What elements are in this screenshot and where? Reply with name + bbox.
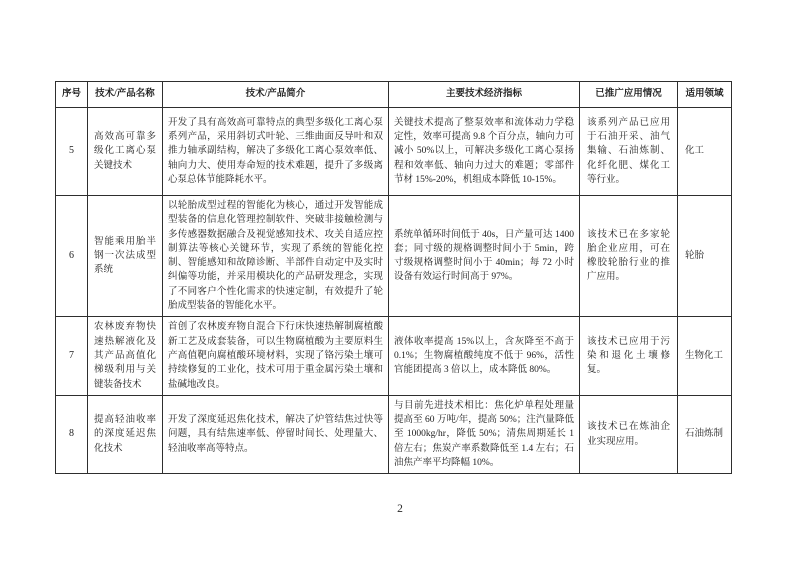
- table-header-row: [56, 82, 732, 108]
- cell-application-status: 该技术已在多家轮胎企业应用，可在橡胶轮胎行业的推广应用。: [580, 196, 678, 317]
- column-header-application: 已推广应用情况: [580, 82, 678, 108]
- cell-tech-intro: 开发了具有高效高可靠特点的典型多级化工离心泵系列产品，采用斜切式叶轮、三维曲面反导叶和双推力轴承副结构，解决了多级化工离心泵效率低、轴向力大、使用寿命短的技术难题，提升了多级离心泵总体节能降耗水平。: [163, 108, 389, 196]
- cell-indicators: 液体收率提高 15%以上，含灰降至不高于 0.1%；生物腐植酸纯度不低于 96%，活性官能团提高 3 倍以上，成本降低 80%。: [389, 317, 580, 395]
- column-header-indicators: 主要技术经济指标: [389, 82, 580, 108]
- cell-serial-number: 8: [56, 395, 88, 473]
- column-header-no: 序号: [56, 82, 88, 108]
- cell-applicable-field: 化工: [678, 108, 732, 196]
- cell-tech-name: 高效高可靠多级化工离心泵关键技术: [88, 108, 163, 196]
- table-row: [56, 317, 732, 395]
- cell-tech-intro: 以轮胎成型过程的智能化为核心，通过开发智能成型装备的信息化管理控制软件、突破非接触检测与多传感器数据融合及视觉感知技术、攻关自适应控制算法等核心关键环节，实现了系统的智能化控制、智能感知和故障诊断、半部件自动定中及实时纠偏等功能，并采用模块化的产品研发理念，实现了不同客户个性化需求的快速定制，有效提升了轮胎成型装备的智能化水平。: [163, 196, 389, 317]
- cell-application-status: 该系列产品已应用于石油开采、油气集输、石油炼制、化纤化肥、煤化工等行业。: [580, 108, 678, 196]
- cell-serial-number: 6: [56, 196, 88, 317]
- cell-serial-number: 7: [56, 317, 88, 395]
- cell-applicable-field: 生物化工: [678, 317, 732, 395]
- table-row: [56, 108, 732, 196]
- cell-indicators: 关键技术提高了整泵效率和流体动力学稳定性，效率可提高 9.8 个百分点，轴向力可减小 50%以上，可解决多级化工离心泵扬程和效率低、轴向力过大的难题；零部件节材 15%-20%，机组成本降低 10-15%。: [389, 108, 580, 196]
- cell-indicators: 与目前先进技术相比：焦化炉单程处理量提高至 60 万吨/年，提高 50%；注汽量降低至 1000kg/hr，降低 50%；清焦周期延长 1 倍左右；焦炭产率系数降低至 1.4 左右；石油焦产率平均降幅 10%。: [389, 395, 580, 473]
- cell-tech-name: 农林废弃物快速热解液化及其产品高值化梯级利用与关键装备技术: [88, 317, 163, 395]
- column-header-field: 适用领域: [678, 82, 732, 108]
- table-row: [56, 395, 732, 473]
- cell-indicators: 系统单循环时间低于 40s，日产量可达 1400 套；同寸级的规格调整时间小于 5min，跨寸级规格调整时间小于 40min；每 72 小时设备有效运行时间高于 97%。: [389, 196, 580, 317]
- cell-applicable-field: 轮胎: [678, 196, 732, 317]
- cell-tech-intro: 首创了农林废弃物自混合下行床快速热解制腐植酸新工艺及成套装备，可以生物腐植酸为主要原料生产高值靶向腐植酸环境材料，实现了铬污染土壤可持续修复的工业化，技术可用于重金属污染土壤和盐碱地改良。: [163, 317, 389, 395]
- page-number: 2: [397, 503, 403, 515]
- cell-applicable-field: 石油炼制: [678, 395, 732, 473]
- column-header-name: 技术/产品名称: [88, 82, 163, 108]
- cell-tech-name: 提高轻油收率的深度延迟焦化技术: [88, 395, 163, 473]
- cell-application-status: 该技术已应用于污染和退化土壤修复。: [580, 317, 678, 395]
- cell-tech-intro: 开发了深度延迟焦化技术，解决了炉管结焦过快等问题，具有结焦速率低、停留时间长、处理量大、轻油收率高等特点。: [163, 395, 389, 473]
- column-header-intro: 技术/产品简介: [163, 82, 389, 108]
- cell-serial-number: 5: [56, 108, 88, 196]
- table-row: [56, 196, 732, 317]
- cell-tech-name: 智能乘用胎半钢一次法成型系统: [88, 196, 163, 317]
- technology-table: [55, 81, 732, 474]
- cell-application-status: 该技术已在炼油企业实现应用。: [580, 395, 678, 473]
